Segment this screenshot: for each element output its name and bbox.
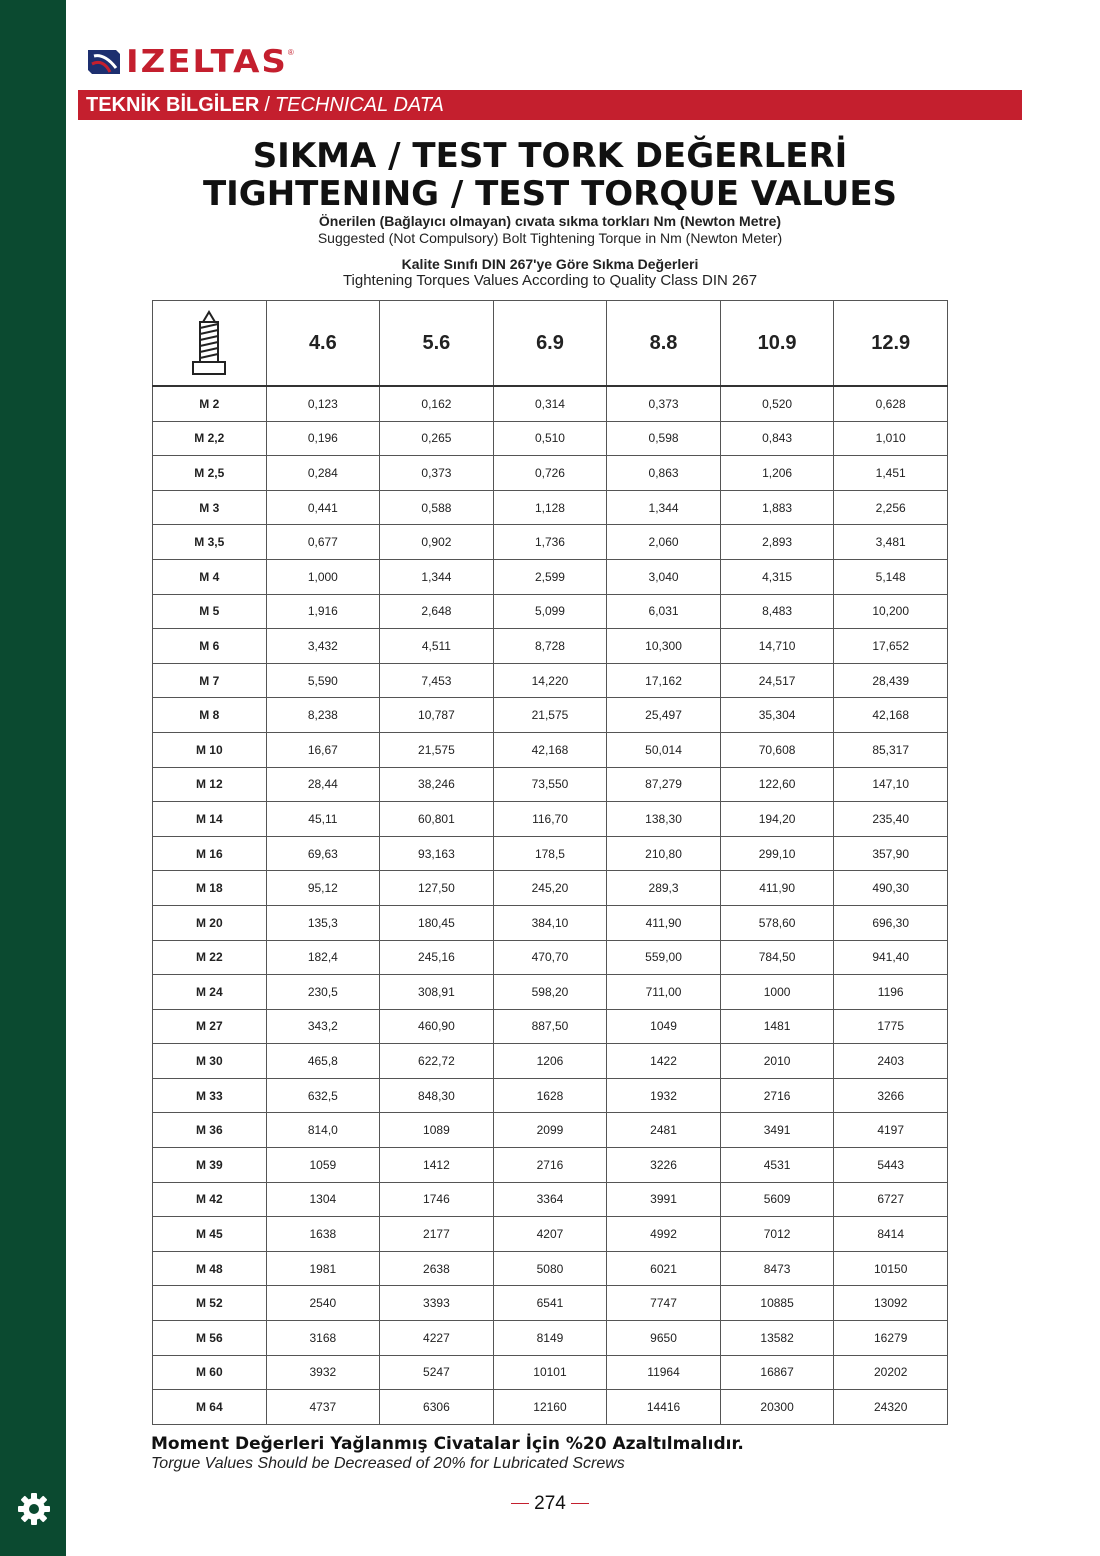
bolt-size-cell: M 56 (153, 1321, 267, 1356)
torque-value-cell: 1,000 (266, 559, 380, 594)
torque-value-cell: 4531 (720, 1148, 834, 1183)
torque-value-cell: 210,80 (607, 836, 721, 871)
bolt-size-cell: M 48 (153, 1251, 267, 1286)
torque-value-cell: 235,40 (834, 802, 948, 837)
table-row (153, 629, 948, 664)
table-body (153, 386, 948, 1424)
torque-value-cell: 245,16 (380, 940, 494, 975)
torque-value-cell: 25,497 (607, 698, 721, 733)
torque-value-cell: 2716 (720, 1078, 834, 1113)
torque-value-cell: 35,304 (720, 698, 834, 733)
table-row (153, 975, 948, 1010)
page-title-tr: SIKMA / TEST TORK DEĞERLERİ (252, 136, 848, 176)
bolt-size-cell: M 4 (153, 559, 267, 594)
torque-value-cell: 178,5 (493, 836, 607, 871)
torque-value-cell: 127,50 (380, 871, 494, 906)
torque-value-cell: 0,314 (493, 386, 607, 421)
torque-value-cell: 0,843 (720, 421, 834, 456)
table-row (153, 732, 948, 767)
bolt-size-cell: M 18 (153, 871, 267, 906)
torque-value-cell: 50,014 (607, 732, 721, 767)
torque-value-cell: 17,162 (607, 663, 721, 698)
torque-value-cell: 3364 (493, 1182, 607, 1217)
table-row (153, 871, 948, 906)
table-row (153, 1390, 948, 1425)
page-number-dash-left (511, 1503, 529, 1504)
torque-value-cell: 1412 (380, 1148, 494, 1183)
torque-value-cell: 814,0 (266, 1113, 380, 1148)
table-row (153, 594, 948, 629)
torque-value-cell: 0,677 (266, 525, 380, 560)
bolt-size-cell: M 12 (153, 767, 267, 802)
torque-value-cell: 696,30 (834, 905, 948, 940)
torque-value-cell: 2099 (493, 1113, 607, 1148)
torque-value-cell: 6,031 (607, 594, 721, 629)
torque-value-cell: 622,72 (380, 1044, 494, 1079)
torque-value-cell: 8,483 (720, 594, 834, 629)
bolt-size-cell: M 33 (153, 1078, 267, 1113)
bolt-size-cell: M 20 (153, 905, 267, 940)
torque-value-cell: 357,90 (834, 836, 948, 871)
torque-value-cell: 3,481 (834, 525, 948, 560)
bolt-size-cell: M 2 (153, 386, 267, 421)
bolt-size-cell: M 30 (153, 1044, 267, 1079)
page-number-value: 274 (534, 1493, 566, 1514)
torque-value-cell: 308,91 (380, 975, 494, 1010)
table-row (153, 802, 948, 837)
bolt-size-cell: M 39 (153, 1148, 267, 1183)
torque-value-cell: 45,11 (266, 802, 380, 837)
bolt-size-cell: M 42 (153, 1182, 267, 1217)
table-row (153, 1113, 948, 1148)
grade-header: 4.6 (266, 301, 380, 387)
torque-value-cell: 21,575 (493, 698, 607, 733)
torque-value-cell: 13582 (720, 1321, 834, 1356)
torque-value-cell: 14,710 (720, 629, 834, 664)
table-row (153, 1148, 948, 1183)
torque-value-cell: 4992 (607, 1217, 721, 1252)
bolt-size-cell: M 2,5 (153, 456, 267, 491)
bolt-size-cell: M 22 (153, 940, 267, 975)
table-row (153, 905, 948, 940)
bolt-size-cell: M 3 (153, 490, 267, 525)
torque-value-cell: 0,628 (834, 386, 948, 421)
table-row (153, 386, 948, 421)
torque-value-cell: 28,44 (266, 767, 380, 802)
torque-value-cell: 230,5 (266, 975, 380, 1010)
torque-value-cell: 3,040 (607, 559, 721, 594)
table-row (153, 1078, 948, 1113)
torque-value-cell: 6306 (380, 1390, 494, 1425)
torque-value-cell: 85,317 (834, 732, 948, 767)
torque-value-cell: 17,652 (834, 629, 948, 664)
table-row (153, 836, 948, 871)
torque-value-cell: 1,451 (834, 456, 948, 491)
torque-value-cell: 122,60 (720, 767, 834, 802)
torque-value-cell: 1,883 (720, 490, 834, 525)
grade-header: 6.9 (493, 301, 607, 387)
torque-value-cell: 941,40 (834, 940, 948, 975)
page-number (0, 1493, 1100, 1515)
bolt-header-cell (153, 301, 267, 387)
torque-value-cell: 0,373 (607, 386, 721, 421)
torque-value-cell: 10150 (834, 1251, 948, 1286)
torque-value-cell: 8,238 (266, 698, 380, 733)
torque-value-cell: 598,20 (493, 975, 607, 1010)
torque-value-cell: 289,3 (607, 871, 721, 906)
section-title-tr: TEKNİK BİLGİLER (86, 93, 260, 116)
torque-value-cell: 9650 (607, 1321, 721, 1356)
bolt-size-cell: M 8 (153, 698, 267, 733)
torque-value-cell: 2,599 (493, 559, 607, 594)
bolt-size-cell: M 6 (153, 629, 267, 664)
torque-value-cell: 28,439 (834, 663, 948, 698)
torque-value-cell: 24320 (834, 1390, 948, 1425)
torque-value-cell: 6541 (493, 1286, 607, 1321)
bolt-size-cell: M 45 (153, 1217, 267, 1252)
torque-table (152, 300, 948, 1425)
bolt-size-cell: M 2,2 (153, 421, 267, 456)
table-row (153, 1286, 948, 1321)
torque-value-cell: 0,373 (380, 456, 494, 491)
section-title-en: TECHNICAL DATA (274, 93, 444, 116)
torque-value-cell: 6727 (834, 1182, 948, 1217)
torque-value-cell: 1628 (493, 1078, 607, 1113)
torque-value-cell: 11964 (607, 1355, 721, 1390)
torque-value-cell: 5,099 (493, 594, 607, 629)
torque-value-cell: 5080 (493, 1251, 607, 1286)
torque-value-cell: 10,200 (834, 594, 948, 629)
torque-value-cell: 2481 (607, 1113, 721, 1148)
torque-value-cell: 7012 (720, 1217, 834, 1252)
torque-value-cell: 5609 (720, 1182, 834, 1217)
torque-value-cell: 2,256 (834, 490, 948, 525)
torque-value-cell: 0,588 (380, 490, 494, 525)
table-row (153, 456, 948, 491)
torque-value-cell: 5443 (834, 1148, 948, 1183)
table-row (153, 559, 948, 594)
torque-value-cell: 73,550 (493, 767, 607, 802)
torque-value-cell: 116,70 (493, 802, 607, 837)
torque-value-cell: 20202 (834, 1355, 948, 1390)
registered-mark: ® (287, 48, 294, 57)
torque-value-cell: 4227 (380, 1321, 494, 1356)
torque-value-cell: 3932 (266, 1355, 380, 1390)
torque-value-cell: 1481 (720, 1009, 834, 1044)
torque-value-cell: 38,246 (380, 767, 494, 802)
table-row (153, 1044, 948, 1079)
torque-value-cell: 0,441 (266, 490, 380, 525)
bolt-size-cell: M 10 (153, 732, 267, 767)
torque-value-cell: 0,598 (607, 421, 721, 456)
torque-value-cell: 411,90 (607, 905, 721, 940)
table-row (153, 1321, 948, 1356)
torque-value-cell: 10885 (720, 1286, 834, 1321)
torque-value-cell: 784,50 (720, 940, 834, 975)
torque-value-cell: 578,60 (720, 905, 834, 940)
bolt-size-cell: M 16 (153, 836, 267, 871)
torque-value-cell: 8473 (720, 1251, 834, 1286)
torque-value-cell: 2716 (493, 1148, 607, 1183)
torque-value-cell: 1,916 (266, 594, 380, 629)
note-en: Torgue Values Should be Decreased of 20% for Lubricated Screws (151, 1455, 625, 1472)
torque-value-cell: 14416 (607, 1390, 721, 1425)
torque-value-cell: 411,90 (720, 871, 834, 906)
torque-value-cell: 16,67 (266, 732, 380, 767)
torque-value-cell: 87,279 (607, 767, 721, 802)
torque-value-cell: 1638 (266, 1217, 380, 1252)
torque-value-cell: 1,128 (493, 490, 607, 525)
torque-value-cell: 1000 (720, 975, 834, 1010)
torque-value-cell: 4,315 (720, 559, 834, 594)
torque-value-cell: 3266 (834, 1078, 948, 1113)
table-row (153, 940, 948, 975)
page-title-en: TIGHTENING / TEST TORQUE VALUES (202, 174, 898, 214)
torque-value-cell: 887,50 (493, 1009, 607, 1044)
torque-value-cell: 93,163 (380, 836, 494, 871)
torque-value-cell: 3991 (607, 1182, 721, 1217)
torque-value-cell: 559,00 (607, 940, 721, 975)
grade-header: 12.9 (834, 301, 948, 387)
torque-value-cell: 69,63 (266, 836, 380, 871)
table-row (153, 1009, 948, 1044)
torque-value-cell: 4207 (493, 1217, 607, 1252)
torque-value-cell: 12160 (493, 1390, 607, 1425)
torque-value-cell: 2,893 (720, 525, 834, 560)
torque-value-cell: 632,5 (266, 1078, 380, 1113)
subtitle-en: Suggested (Not Compulsory) Bolt Tightening Torque in Nm (Newton Meter) (317, 230, 783, 246)
bolt-size-cell: M 7 (153, 663, 267, 698)
torque-value-cell: 1,206 (720, 456, 834, 491)
torque-value-cell: 8149 (493, 1321, 607, 1356)
torque-value-cell: 0,265 (380, 421, 494, 456)
torque-value-cell: 10,787 (380, 698, 494, 733)
torque-value-cell: 10101 (493, 1355, 607, 1390)
torque-value-cell: 384,10 (493, 905, 607, 940)
bolt-size-cell: M 5 (153, 594, 267, 629)
torque-value-cell: 1059 (266, 1148, 380, 1183)
torque-value-cell: 0,510 (493, 421, 607, 456)
torque-value-cell: 1206 (493, 1044, 607, 1079)
bolt-size-cell: M 64 (153, 1390, 267, 1425)
subtitle-tr: Önerilen (Bağlayıcı olmayan) cıvata sıkma torkları Nm (Newton Metre) (318, 213, 782, 229)
section-separator: / (264, 93, 270, 116)
torque-value-cell: 147,10 (834, 767, 948, 802)
torque-value-cell: 299,10 (720, 836, 834, 871)
section-header (78, 90, 1022, 120)
torque-value-cell: 7,453 (380, 663, 494, 698)
table-row (153, 421, 948, 456)
torque-value-cell: 1932 (607, 1078, 721, 1113)
torque-value-cell: 1775 (834, 1009, 948, 1044)
torque-value-cell: 0,520 (720, 386, 834, 421)
bolt-size-cell: M 60 (153, 1355, 267, 1390)
torque-value-cell: 42,168 (834, 698, 948, 733)
torque-value-cell: 180,45 (380, 905, 494, 940)
table-row (153, 1355, 948, 1390)
torque-value-cell: 470,70 (493, 940, 607, 975)
torque-value-cell: 0,902 (380, 525, 494, 560)
table-row (153, 767, 948, 802)
table-row (153, 1251, 948, 1286)
torque-value-cell: 95,12 (266, 871, 380, 906)
torque-value-cell: 7747 (607, 1286, 721, 1321)
bolt-size-cell: M 27 (153, 1009, 267, 1044)
torque-value-cell: 343,2 (266, 1009, 380, 1044)
torque-value-cell: 0,726 (493, 456, 607, 491)
bolt-size-cell: M 14 (153, 802, 267, 837)
torque-value-cell: 5,148 (834, 559, 948, 594)
torque-value-cell: 4,511 (380, 629, 494, 664)
torque-value-cell: 14,220 (493, 663, 607, 698)
torque-value-cell: 182,4 (266, 940, 380, 975)
torque-value-cell: 42,168 (493, 732, 607, 767)
torque-value-cell: 1981 (266, 1251, 380, 1286)
torque-value-cell: 3491 (720, 1113, 834, 1148)
torque-value-cell: 0,196 (266, 421, 380, 456)
torque-value-cell: 2638 (380, 1251, 494, 1286)
torque-value-cell: 2540 (266, 1286, 380, 1321)
torque-value-cell: 3168 (266, 1321, 380, 1356)
torque-value-cell: 16279 (834, 1321, 948, 1356)
table-header-row (153, 301, 948, 387)
torque-value-cell: 138,30 (607, 802, 721, 837)
torque-value-cell: 848,30 (380, 1078, 494, 1113)
torque-value-cell: 1,010 (834, 421, 948, 456)
table-row (153, 490, 948, 525)
table-row (153, 1182, 948, 1217)
torque-value-cell: 60,801 (380, 802, 494, 837)
torque-value-cell: 2010 (720, 1044, 834, 1079)
torque-value-cell: 1089 (380, 1113, 494, 1148)
grade-header: 5.6 (380, 301, 494, 387)
grade-header: 10.9 (720, 301, 834, 387)
bolt-size-cell: M 24 (153, 975, 267, 1010)
torque-value-cell: 1049 (607, 1009, 721, 1044)
torque-value-cell: 8,728 (493, 629, 607, 664)
torque-value-cell: 5247 (380, 1355, 494, 1390)
torque-value-cell: 2177 (380, 1217, 494, 1252)
torque-value-cell: 4197 (834, 1113, 948, 1148)
torque-value-cell: 70,608 (720, 732, 834, 767)
page-number-dash-right (571, 1503, 589, 1504)
table-row (153, 663, 948, 698)
torque-value-cell: 2403 (834, 1044, 948, 1079)
torque-value-cell: 5,590 (266, 663, 380, 698)
table-row (153, 1217, 948, 1252)
brand-logo (86, 44, 294, 80)
torque-value-cell: 13092 (834, 1286, 948, 1321)
torque-value-cell: 2,060 (607, 525, 721, 560)
torque-value-cell: 245,20 (493, 871, 607, 906)
torque-value-cell: 4737 (266, 1390, 380, 1425)
torque-value-cell: 6021 (607, 1251, 721, 1286)
torque-value-cell: 1,344 (607, 490, 721, 525)
torque-value-cell: 460,90 (380, 1009, 494, 1044)
torque-value-cell: 490,30 (834, 871, 948, 906)
torque-value-cell: 20300 (720, 1390, 834, 1425)
quality-title-en: Tightening Torques Values According to Quality Class DIN 267 (342, 272, 758, 289)
torque-value-cell: 3393 (380, 1286, 494, 1321)
torque-value-cell: 16867 (720, 1355, 834, 1390)
torque-value-cell: 1304 (266, 1182, 380, 1217)
torque-value-cell: 1746 (380, 1182, 494, 1217)
torque-value-cell: 0,162 (380, 386, 494, 421)
torque-value-cell: 1422 (607, 1044, 721, 1079)
torque-value-cell: 1,344 (380, 559, 494, 594)
torque-value-cell: 711,00 (607, 975, 721, 1010)
table-row (153, 698, 948, 733)
torque-value-cell: 1,736 (493, 525, 607, 560)
quality-title-tr: Kalite Sınıfı DIN 267'ye Göre Sıkma Değerleri (401, 256, 699, 272)
torque-value-cell: 194,20 (720, 802, 834, 837)
bolt-size-cell: M 36 (153, 1113, 267, 1148)
torque-value-cell: 135,3 (266, 905, 380, 940)
bolt-icon (189, 308, 229, 378)
note-tr: Moment Değerleri Yağlanmış Civatalar İçin %20 Azaltılmalıdır. (151, 1434, 744, 1454)
torque-value-cell: 3,432 (266, 629, 380, 664)
bolt-size-cell: M 3,5 (153, 525, 267, 560)
torque-value-cell: 8414 (834, 1217, 948, 1252)
torque-value-cell: 21,575 (380, 732, 494, 767)
torque-value-cell: 3226 (607, 1148, 721, 1183)
torque-value-cell: 10,300 (607, 629, 721, 664)
table-row (153, 525, 948, 560)
torque-value-cell: 465,8 (266, 1044, 380, 1079)
bolt-size-cell: M 52 (153, 1286, 267, 1321)
torque-value-cell: 0,284 (266, 456, 380, 491)
grade-header: 8.8 (607, 301, 721, 387)
logo-mark-icon (86, 46, 122, 78)
torque-value-cell: 0,123 (266, 386, 380, 421)
torque-value-cell: 0,863 (607, 456, 721, 491)
torque-value-cell: 24,517 (720, 663, 834, 698)
torque-value-cell: 2,648 (380, 594, 494, 629)
brand-name: IZELTAS (126, 43, 288, 81)
torque-value-cell: 1196 (834, 975, 948, 1010)
